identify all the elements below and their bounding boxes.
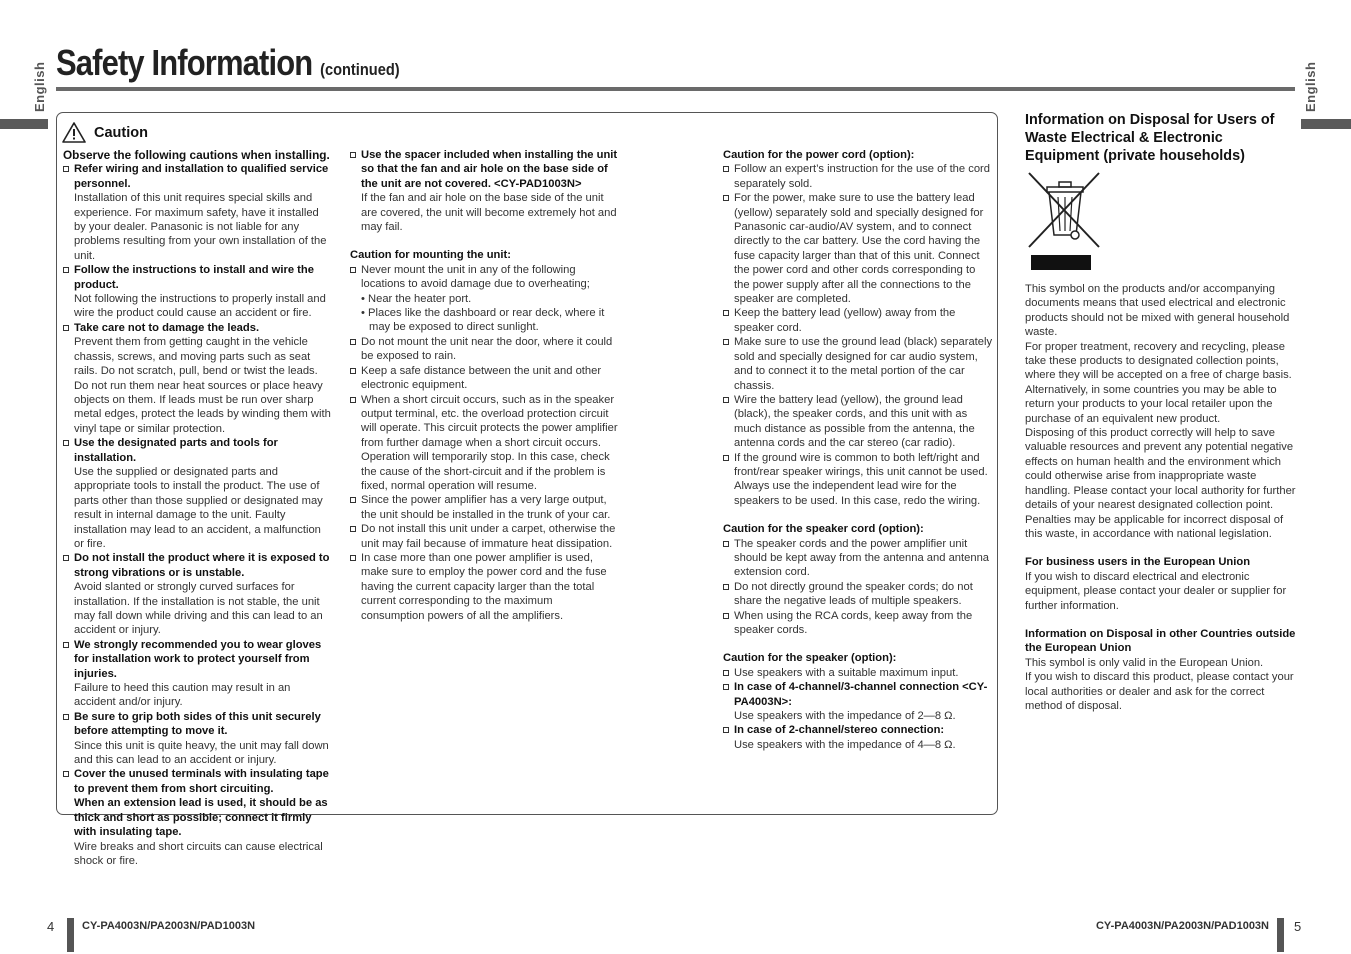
caution-item-heading: We strongly recommended you to wear gloves for installation work to protect yourself from injuries. — [63, 638, 333, 681]
caution-item-heading: Cover the unused terminals with insulating tape to prevent them from short circuiting. — [63, 767, 333, 796]
other-countries-title: Information on Disposal in other Countries outside the European Union — [1025, 627, 1296, 655]
speaker-item-text: Use speakers with the impedance of 4—8 Ω. — [734, 738, 956, 751]
power-cord-list — [723, 162, 993, 508]
spacer-text: If the fan and air hole on the base side of the unit are covered, the unit will become extremely hot and may fail. — [361, 192, 617, 234]
caution-list — [63, 162, 333, 868]
disposal-paragraph: Penalties may be applicable for incorrect disposal of this waste, in accordance with national legislation. — [1025, 513, 1284, 540]
disposal-paragraphs — [1025, 282, 1297, 541]
business-title: For business users in the European Union — [1025, 556, 1251, 569]
caution-item-text: Since this unit is quite heavy, the unit may fall down and this can lead to an accident or injury. — [74, 739, 329, 767]
caution-heading: Caution — [62, 122, 148, 143]
caution-item-text: Wire breaks and short circuits can cause electrical shock or fire. — [74, 840, 323, 867]
speaker-cord-list — [723, 537, 993, 638]
mount-bullet: • Near the heater port. — [361, 292, 472, 305]
caution-item-text: Avoid slanted or strongly curved surfaces for installation. If the installation is not stable, the unit may fall down while driving and this can lead to an accident or injury. — [74, 581, 323, 637]
black-bar-marker — [1031, 255, 1091, 270]
caution-column-1 — [63, 148, 333, 868]
model-number-left: CY-PA4003N/PA2003N/PAD1003N — [82, 920, 256, 932]
language-tab-left — [0, 119, 48, 129]
mount-bullet: • Places like the dashboard or rear deck, where it may be exposed to direct sunlight. — [361, 307, 605, 334]
speaker-item-heading: In case of 2-channel/stereo connection: — [723, 723, 993, 737]
mount-title: Caution for mounting the unit: — [350, 249, 511, 262]
business-text: If you wish to discard electrical and electronic equipment, please contact your dealer or supplier for further information. — [1025, 570, 1287, 612]
disposal-section — [1025, 111, 1297, 713]
speaker-item-heading: In case of 4-channel/3-channel connection <CY-PA4003N>: — [723, 680, 993, 709]
power-cord-item: Keep the battery lead (yellow) away from the speaker cord. — [723, 306, 993, 335]
caution-item-heading: Refer wiring and installation to qualified service personnel. — [63, 162, 333, 191]
mount-item: Do not install this unit under a carpet, otherwise the unit may fail because of immature heat dissipation. — [350, 522, 618, 551]
power-cord-item: If the ground wire is common to both left/right and front/rear speaker wirings, this unit cannot be used. Always use the independent lead wire for the speakers to be used. In this case, redo the wiring. — [723, 451, 993, 509]
disposal-paragraph: For proper treatment, recovery and recycling, please take these products to designated collection points, where they will be accepted on a free of charge basis. Alternatively, in some countries you may be able to return your products to your local retailer upon the purchase of an equivalent new product. — [1025, 340, 1292, 425]
mount-item: In case more than one power amplifier is used, make sure to employ the power cord and the fuse having the current capacity larger than the total current corresponding to the maximum consumption powers of all the amplifiers. — [350, 551, 618, 623]
disposal-title: Information on Disposal for Users of Waste Electrical & Electronic Equipment (private households) — [1025, 112, 1275, 164]
page-number-left: 4 — [47, 919, 55, 934]
language-label-right: English — [1303, 61, 1318, 112]
caution-item-text: Failure to heed this caution may result in an accident and/or injury. — [74, 682, 291, 709]
other-countries-text-2: If you wish to discard this product, please contact your local authorities or dealer and ask for the correct method of disposal. — [1025, 671, 1294, 712]
mount-list — [350, 335, 618, 623]
mount-item: When a short circuit occurs, such as in the speaker output terminal, etc. the overload protection circuit will operate. This circuit protects the power amplifier from further damage when a short circuit occurs. Operation will temporarily stop. In this case, check the cause of the short-circuit and if the problem is fixed, normal operation will resume. — [350, 393, 618, 494]
caution-item-heading: When an extension lead is used, it should be as thick and short as possible; connect it firmly with insulating tape. — [74, 797, 328, 839]
footer-bar-left — [67, 918, 74, 952]
caution-column-2 — [350, 148, 618, 623]
speaker-cord-item: The speaker cords and the power amplifier unit should be kept away from the antenna and antenna extension cord. — [723, 537, 993, 580]
crossed-out-bin-icon — [1025, 171, 1105, 251]
power-cord-item: Wire the battery lead (yellow), the ground lead (black), the speaker cords, and this unit with as much distance as possible from the antenna, the antenna cords and the car stereo (car radio). — [723, 393, 993, 451]
mount-item: Do not mount the unit near the door, where it could be exposed to rain. — [350, 335, 618, 364]
caution-item-heading: Take care not to damage the leads. — [63, 321, 333, 335]
page-title: Safety Information (continued) — [56, 42, 400, 83]
power-cord-item: Follow an expert’s instruction for the use of the cord separately sold. — [723, 162, 993, 191]
disposal-paragraph: This symbol on the products and/or accompanying documents means that used electrical and electronic products should not be mixed with general household waste. — [1025, 283, 1290, 339]
model-number-right: CY-PA4003N/PA2003N/PAD1003N — [1095, 920, 1269, 932]
caution-intro: Observe the following cautions when installing. — [63, 148, 330, 162]
speaker-cord-title: Caution for the speaker cord (option): — [723, 523, 924, 536]
mount-item: Keep a safe distance between the unit and other electronic equipment. — [350, 364, 618, 393]
title-suffix: (continued) — [320, 60, 400, 79]
caution-item-heading: Follow the instructions to install and wire the product. — [63, 263, 333, 292]
disposal-paragraph: Disposing of this product correctly will help to save valuable resources and prevent any potential negative effects on human health and the environment which could otherwise arise from inappropriate waste handling. Please contact your local authority for further details of your nearest designated collection point. — [1025, 427, 1296, 512]
title-rule — [56, 87, 1295, 91]
power-cord-item: Make sure to use the ground lead (black) separately sold and specially designed for car audio system, and to connect it to the metal portion of the car chassis. — [723, 335, 993, 393]
footer-bar-right — [1277, 918, 1284, 952]
speaker-cord-item: Do not directly ground the speaker cords; do not share the negative leads of multiple speakers. — [723, 580, 993, 609]
caution-item-text: Use the supplied or designated parts and appropriate tools to install the product. The use of parts other than those supplied or designated may result in internal damage to the unit. Faulty installation may lead to an accident, a malfunction or fire. — [74, 465, 323, 550]
speaker-item-text: Use speakers with the impedance of 2—8 Ω. — [734, 710, 956, 723]
caution-item-heading: Do not install the product where it is exposed to strong vibrations or is unstable. — [63, 551, 333, 580]
caution-item-text: Prevent them from getting caught in the vehicle chassis, screws, and moving parts such as seat rails. Do not scratch, pull, bend or twist the leads. Do not run them near heat sources or place heavy objects on them. If leads must be run over sharp metal edges, protect the leads by winding them with vinyl tape or similar protection. — [74, 336, 331, 435]
power-cord-item: For the power, make sure to use the battery lead (yellow) separately sold and specially designed for Panasonic car-audio/AV system, and to connect directly to the car battery. Use the cord having the fuse capacity larger than that of this unit. Connect the power cord and other cords corresponding to the power supply after all the connections to the speaker are completed. — [723, 191, 993, 306]
speaker-cord-item: When using the RCA cords, keep away from the speaker cords. — [723, 609, 993, 638]
mount-item: Never mount the unit in any of the following locations to avoid damage due to overheating; — [350, 263, 618, 292]
caution-item-text: Not following the instructions to properly install and wire the product could cause an accident or fire. — [74, 293, 326, 320]
other-countries-text-1: This symbol is only valid in the European Union. — [1025, 656, 1264, 669]
spacer-heading: Use the spacer included when installing the unit so that the fan and air hole on the base side of the unit are not covered. <CY-PAD1003N> — [350, 148, 618, 191]
mount-item: Since the power amplifier has a very large output, the unit should be installed in the trunk of your car. — [350, 493, 618, 522]
speaker-item: Use speakers with a suitable maximum input. — [723, 666, 993, 680]
caution-item-heading: Be sure to grip both sides of this unit securely before attempting to move it. — [63, 710, 333, 739]
caution-item-heading: Use the designated parts and tools for installation. — [63, 436, 333, 465]
language-label-left: English — [32, 61, 47, 112]
speaker-title: Caution for the speaker (option): — [723, 652, 897, 665]
warning-icon — [62, 122, 86, 143]
power-cord-title: Caution for the power cord (option): — [723, 149, 915, 161]
caution-item-text: Installation of this unit requires special skills and experience. For maximum safety, have it installed by your dealer. Panasonic is not liable for any problems resulting from your own installation of the unit. — [74, 192, 327, 262]
page-number-right: 5 — [1294, 919, 1302, 934]
language-tab-right — [1301, 119, 1351, 129]
caution-column-3 — [723, 148, 993, 752]
